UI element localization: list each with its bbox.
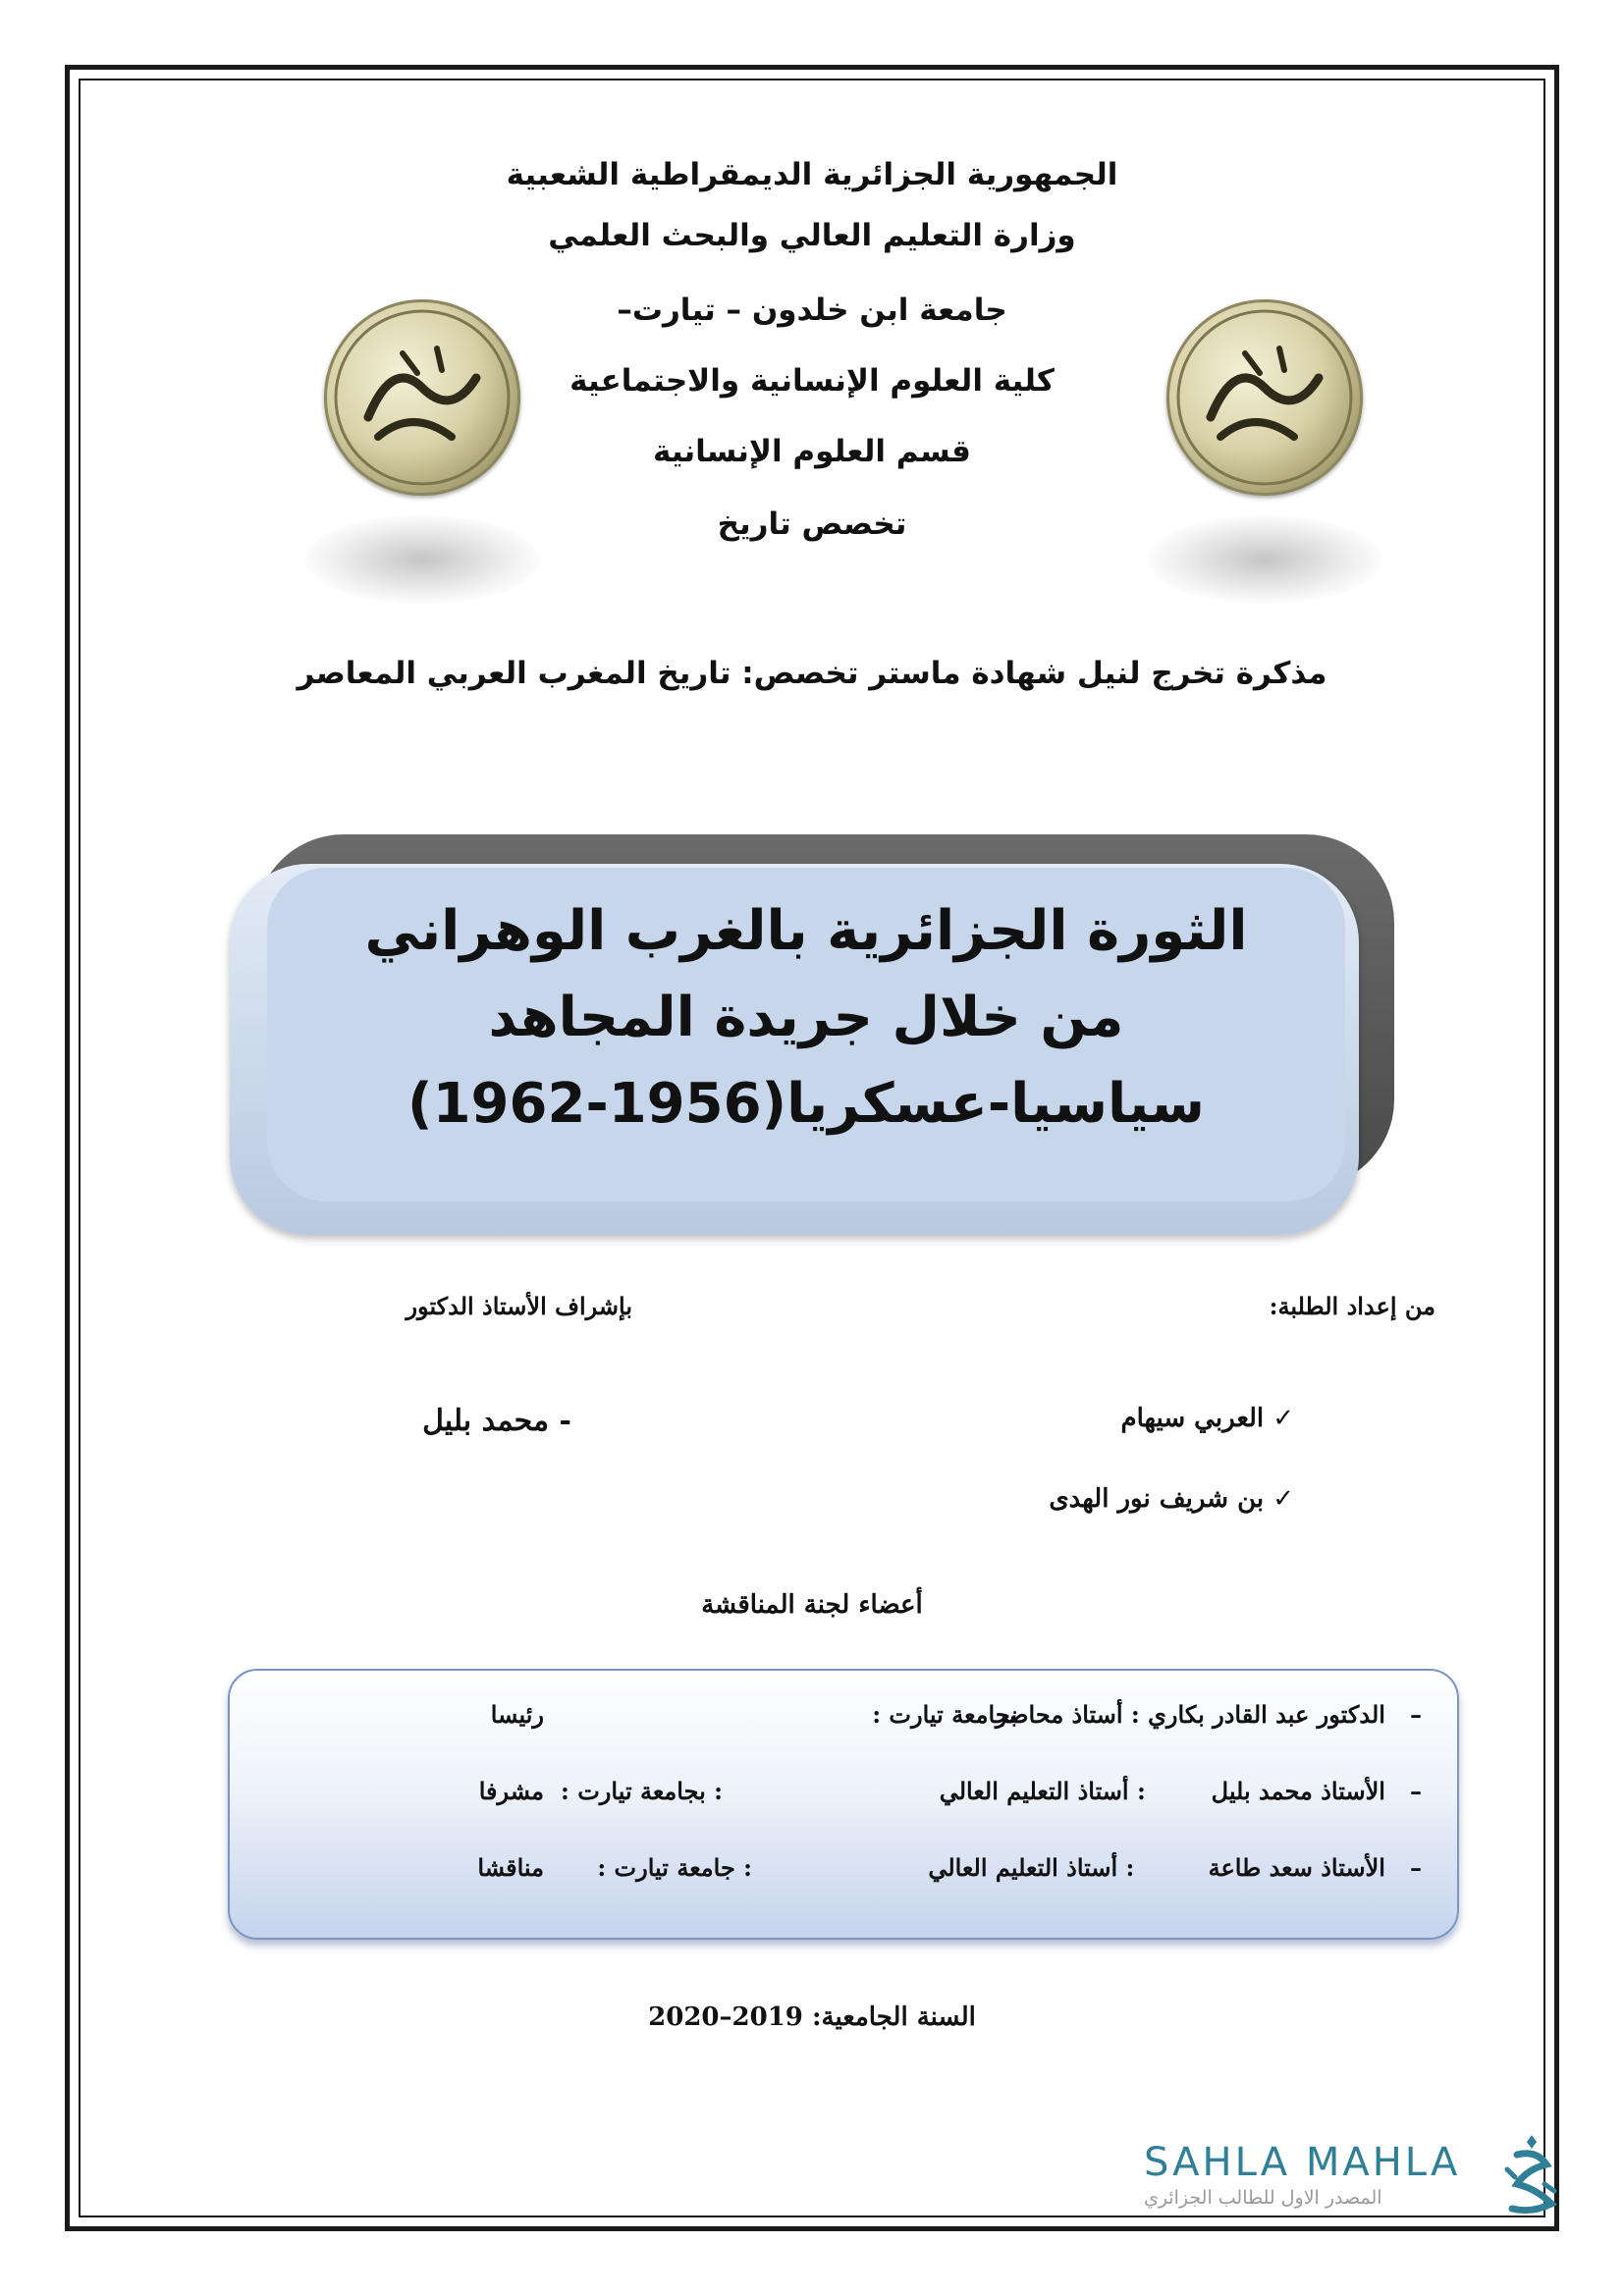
seal-shadow-right — [1147, 515, 1382, 604]
jury-row-1-role: رئيسا — [490, 1700, 544, 1729]
sahla-mahla-brand: SAHLA MAHLA — [1144, 2140, 1461, 2185]
header-ministry: وزارة التعليم العالي والبحث العلمي — [548, 218, 1076, 253]
university-seal-left-icon — [324, 299, 520, 496]
header-university: جامعة ابن خلدون – تيارت– — [617, 293, 1007, 328]
check-icon: ✓ — [1272, 1484, 1294, 1514]
jury-row-3-role: مناقشا — [477, 1853, 544, 1882]
header-faculty: كلية العلوم الإنسانية والاجتماعية — [569, 363, 1055, 399]
jury-row-2-member: – الأستاذ محمد بليل : أستاذ التعليم العالي — [939, 1777, 1422, 1805]
title-line-1: الثورة الجزائرية بالغرب الوهراني — [364, 899, 1248, 963]
thesis-subtitle: مذكرة تخرج لنيل شهادة ماستر تخصص: تاريخ المغرب العربي المعاصر — [297, 656, 1327, 691]
supervisor-name: - محمد بليل — [422, 1404, 571, 1438]
header-department: قسم العلوم الإنسانية — [653, 434, 971, 469]
jury-row-2-role: مشرفا — [478, 1777, 544, 1805]
jury-row-2-institution: : بجامعة تيارت : — [561, 1777, 723, 1805]
student-name-1 — [1121, 1404, 1295, 1433]
sahla-mahla-logo-icon — [1497, 2130, 1566, 2223]
jury-row-1-member: – الدكتور عبد القادر بكاري : أستاذ محاضر — [995, 1700, 1422, 1729]
title-line-3: سياسيا-عسكريا(1956-1962) — [406, 1072, 1205, 1136]
sahla-mahla-tagline: المصدر الاول للطالب الجزائري — [1144, 2187, 1382, 2209]
jury-row-1-institution: بجامعة تيارت : — [872, 1700, 1017, 1729]
check-icon: ✓ — [1272, 1404, 1294, 1433]
jury-row-3-institution: : جامعة تيارت : — [597, 1853, 752, 1882]
header-republic: الجمهورية الجزائرية الديمقراطية الشعبية — [506, 157, 1118, 192]
thesis-title — [267, 888, 1345, 1148]
jury-dash: – — [1410, 1853, 1422, 1882]
students-label: من إعداد الطلبة: — [1269, 1292, 1435, 1320]
supervisor-label: بإشراف الأستاذ الدكتور — [406, 1292, 632, 1320]
jury-dash: – — [1410, 1700, 1422, 1729]
jury-row-3-member: – الأستاذ سعد طاعة : أستاذ التعليم العالي — [928, 1853, 1422, 1882]
student-name-text: العربي سيهام — [1120, 1404, 1265, 1433]
header-specialty: تخصص تاريخ — [717, 507, 907, 542]
jury-title: أعضاء لجنة المناقشة — [701, 1590, 923, 1620]
title-line-2: من خلال جريدة المجاهد — [488, 986, 1124, 1049]
seal-shadow-left — [304, 515, 540, 604]
university-seal-right-icon — [1166, 299, 1363, 496]
student-name-2 — [1049, 1484, 1294, 1514]
academic-year: السنة الجامعية: 2019–2020 — [648, 2002, 976, 2032]
jury-dash: – — [1410, 1777, 1422, 1805]
student-name-text: بن شريف نور الهدى — [1049, 1484, 1265, 1514]
